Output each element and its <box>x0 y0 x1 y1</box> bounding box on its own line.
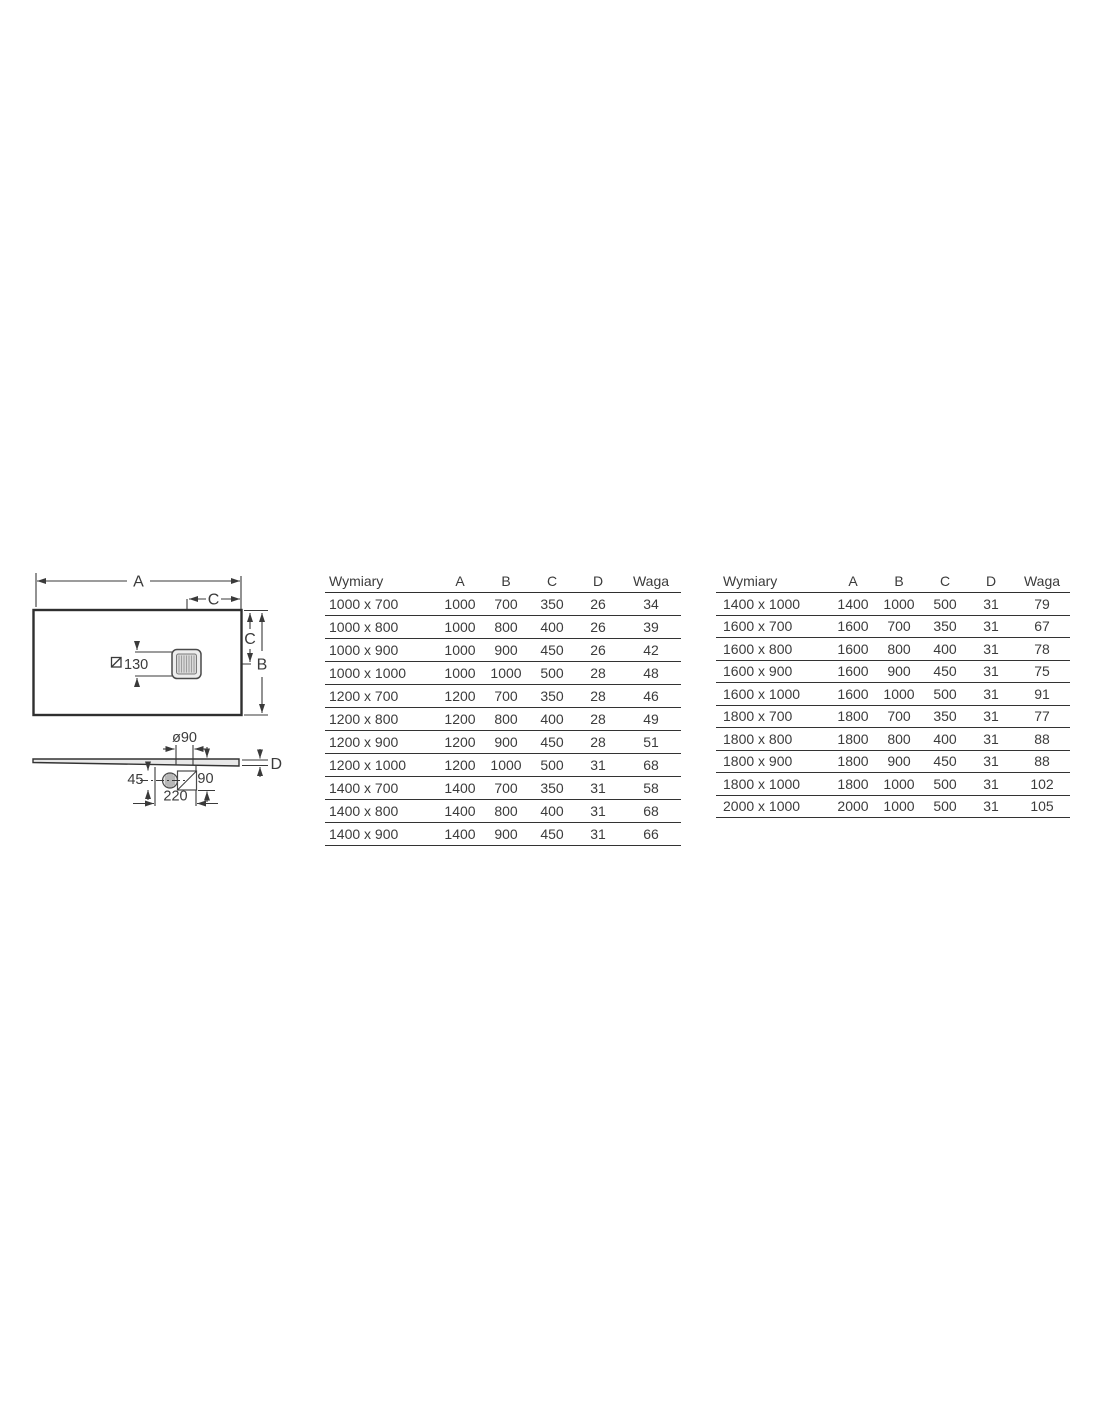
value-cell: 67 <box>1014 615 1070 638</box>
value-cell: 66 <box>621 823 681 846</box>
value-cell: 39 <box>621 616 681 639</box>
column-header-d: D <box>968 570 1014 593</box>
value-cell: 450 <box>922 660 968 683</box>
value-cell: 1800 <box>830 728 876 751</box>
value-cell: 1200 <box>437 685 483 708</box>
dimensions-table <box>716 570 1070 818</box>
value-cell: 26 <box>575 639 621 662</box>
value-cell: 500 <box>529 662 575 685</box>
table-row <box>325 800 681 823</box>
value-cell: 700 <box>483 777 529 800</box>
value-cell: 31 <box>968 615 1014 638</box>
dim-c-side-label: C <box>244 631 256 648</box>
value-cell: 900 <box>876 660 922 683</box>
value-cell: 500 <box>922 795 968 818</box>
technical-drawing <box>15 550 315 870</box>
value-cell: 350 <box>529 593 575 616</box>
value-cell: 102 <box>1014 773 1070 796</box>
table-row <box>716 660 1070 683</box>
table-row <box>325 754 681 777</box>
value-cell: 350 <box>922 705 968 728</box>
value-cell: 350 <box>922 615 968 638</box>
table-row <box>325 593 681 616</box>
size-cell: 1600 x 1000 <box>716 683 830 706</box>
column-header-d: D <box>575 570 621 593</box>
value-cell: 1000 <box>483 754 529 777</box>
value-cell: 28 <box>575 662 621 685</box>
value-cell: 450 <box>529 823 575 846</box>
tray-profile <box>33 759 239 766</box>
value-cell: 900 <box>483 731 529 754</box>
value-cell: 1400 <box>437 823 483 846</box>
value-cell: 31 <box>968 638 1014 661</box>
dim-d-label: D <box>270 756 283 773</box>
value-cell: 1200 <box>437 708 483 731</box>
value-cell: 800 <box>483 800 529 823</box>
trap-depth-label: 90 <box>197 771 214 787</box>
value-cell: 350 <box>529 685 575 708</box>
table-row <box>716 795 1070 818</box>
dimensions-table <box>325 570 681 846</box>
table-row <box>716 750 1070 773</box>
value-cell: 31 <box>968 705 1014 728</box>
value-cell: 31 <box>968 795 1014 818</box>
value-cell: 88 <box>1014 750 1070 773</box>
value-cell: 1200 <box>437 754 483 777</box>
table-row <box>325 731 681 754</box>
value-cell: 1600 <box>830 660 876 683</box>
size-cell: 1000 x 1000 <box>325 662 437 685</box>
table-row <box>325 685 681 708</box>
trap-offset-label: 45 <box>127 772 144 788</box>
value-cell: 800 <box>483 708 529 731</box>
value-cell: 1000 <box>437 616 483 639</box>
table-row <box>716 593 1070 616</box>
value-cell: 350 <box>529 777 575 800</box>
value-cell: 700 <box>483 593 529 616</box>
value-cell: 1600 <box>830 615 876 638</box>
table-row <box>325 777 681 800</box>
table-row <box>716 615 1070 638</box>
value-cell: 1800 <box>830 750 876 773</box>
value-cell: 1000 <box>876 773 922 796</box>
size-cell: 1000 x 700 <box>325 593 437 616</box>
value-cell: 77 <box>1014 705 1070 728</box>
table-row <box>716 638 1070 661</box>
header-row <box>716 570 1070 593</box>
size-cell: 1800 x 700 <box>716 705 830 728</box>
value-cell: 31 <box>575 754 621 777</box>
drain-hole-diameter-label: ø90 <box>172 730 197 746</box>
value-cell: 700 <box>876 615 922 638</box>
size-cell: 1600 x 700 <box>716 615 830 638</box>
value-cell: 1000 <box>437 639 483 662</box>
size-cell: 1400 x 900 <box>325 823 437 846</box>
value-cell: 31 <box>575 800 621 823</box>
dim-c-top-label: C <box>207 591 220 609</box>
value-cell: 58 <box>621 777 681 800</box>
table-row <box>325 823 681 846</box>
size-cell: 1400 x 1000 <box>716 593 830 616</box>
value-cell: 1400 <box>437 777 483 800</box>
spec-table-right <box>716 570 1070 818</box>
table-row <box>716 773 1070 796</box>
value-cell: 31 <box>968 773 1014 796</box>
table-row <box>325 662 681 685</box>
column-header-wymiary: Wymiary <box>325 570 437 593</box>
value-cell: 1000 <box>876 795 922 818</box>
value-cell: 31 <box>575 823 621 846</box>
value-cell: 68 <box>621 754 681 777</box>
dim-b-label: B <box>256 656 268 674</box>
size-cell: 1200 x 700 <box>325 685 437 708</box>
size-cell: 1200 x 1000 <box>325 754 437 777</box>
value-cell: 450 <box>529 639 575 662</box>
column-header-c: C <box>529 570 575 593</box>
size-cell: 1800 x 1000 <box>716 773 830 796</box>
value-cell: 79 <box>1014 593 1070 616</box>
value-cell: 28 <box>575 731 621 754</box>
value-cell: 31 <box>968 728 1014 751</box>
value-cell: 450 <box>529 731 575 754</box>
value-cell: 48 <box>621 662 681 685</box>
size-cell: 1800 x 900 <box>716 750 830 773</box>
value-cell: 75 <box>1014 660 1070 683</box>
value-cell: 400 <box>529 708 575 731</box>
size-cell: 1400 x 700 <box>325 777 437 800</box>
value-cell: 1600 <box>830 638 876 661</box>
size-cell: 1600 x 900 <box>716 660 830 683</box>
column-header-a: A <box>437 570 483 593</box>
value-cell: 1000 <box>437 662 483 685</box>
value-cell: 500 <box>922 593 968 616</box>
column-header-a: A <box>830 570 876 593</box>
value-cell: 78 <box>1014 638 1070 661</box>
table-row <box>716 705 1070 728</box>
value-cell: 450 <box>922 750 968 773</box>
value-cell: 400 <box>922 638 968 661</box>
value-cell: 28 <box>575 685 621 708</box>
table-row <box>325 639 681 662</box>
column-header-b: B <box>876 570 922 593</box>
column-header-b: B <box>483 570 529 593</box>
value-cell: 1200 <box>437 731 483 754</box>
value-cell: 400 <box>922 728 968 751</box>
table-row <box>716 728 1070 751</box>
value-cell: 1000 <box>876 683 922 706</box>
value-cell: 28 <box>575 708 621 731</box>
value-cell: 26 <box>575 616 621 639</box>
value-cell: 31 <box>968 660 1014 683</box>
column-header-waga: Waga <box>621 570 681 593</box>
header-row <box>325 570 681 593</box>
value-cell: 88 <box>1014 728 1070 751</box>
size-cell: 1400 x 800 <box>325 800 437 823</box>
drain-grate <box>172 650 201 679</box>
size-cell: 2000 x 1000 <box>716 795 830 818</box>
value-cell: 800 <box>483 616 529 639</box>
value-cell: 31 <box>968 750 1014 773</box>
table-row <box>325 616 681 639</box>
value-cell: 46 <box>621 685 681 708</box>
value-cell: 26 <box>575 593 621 616</box>
drain-plate-size-label: 130 <box>124 657 149 673</box>
value-cell: 900 <box>483 639 529 662</box>
value-cell: 900 <box>876 750 922 773</box>
value-cell: 400 <box>529 800 575 823</box>
table-row <box>325 708 681 731</box>
value-cell: 400 <box>529 616 575 639</box>
value-cell: 700 <box>483 685 529 708</box>
value-cell: 31 <box>968 683 1014 706</box>
value-cell: 31 <box>968 593 1014 616</box>
value-cell: 1000 <box>437 593 483 616</box>
size-cell: 1600 x 800 <box>716 638 830 661</box>
tray-top-view <box>34 573 269 715</box>
value-cell: 49 <box>621 708 681 731</box>
tray-side-view <box>33 745 268 806</box>
value-cell: 700 <box>876 705 922 728</box>
value-cell: 900 <box>483 823 529 846</box>
dim-a-label: A <box>133 573 144 591</box>
value-cell: 800 <box>876 728 922 751</box>
column-header-wymiary: Wymiary <box>716 570 830 593</box>
value-cell: 51 <box>621 731 681 754</box>
value-cell: 42 <box>621 639 681 662</box>
value-cell: 2000 <box>830 795 876 818</box>
value-cell: 1400 <box>437 800 483 823</box>
column-header-waga: Waga <box>1014 570 1070 593</box>
column-header-c: C <box>922 570 968 593</box>
value-cell: 1600 <box>830 683 876 706</box>
value-cell: 500 <box>529 754 575 777</box>
value-cell: 800 <box>876 638 922 661</box>
value-cell: 105 <box>1014 795 1070 818</box>
value-cell: 1000 <box>876 593 922 616</box>
size-cell: 1000 x 800 <box>325 616 437 639</box>
value-cell: 500 <box>922 683 968 706</box>
trap-length-label: 220 <box>163 788 188 805</box>
value-cell: 31 <box>575 777 621 800</box>
spec-table-left <box>325 570 681 846</box>
size-cell: 1200 x 800 <box>325 708 437 731</box>
table-row <box>716 683 1070 706</box>
value-cell: 1800 <box>830 705 876 728</box>
value-cell: 1400 <box>830 593 876 616</box>
value-cell: 1000 <box>483 662 529 685</box>
value-cell: 1800 <box>830 773 876 796</box>
size-cell: 1200 x 900 <box>325 731 437 754</box>
size-cell: 1000 x 900 <box>325 639 437 662</box>
value-cell: 500 <box>922 773 968 796</box>
value-cell: 91 <box>1014 683 1070 706</box>
size-cell: 1800 x 800 <box>716 728 830 751</box>
value-cell: 34 <box>621 593 681 616</box>
value-cell: 68 <box>621 800 681 823</box>
